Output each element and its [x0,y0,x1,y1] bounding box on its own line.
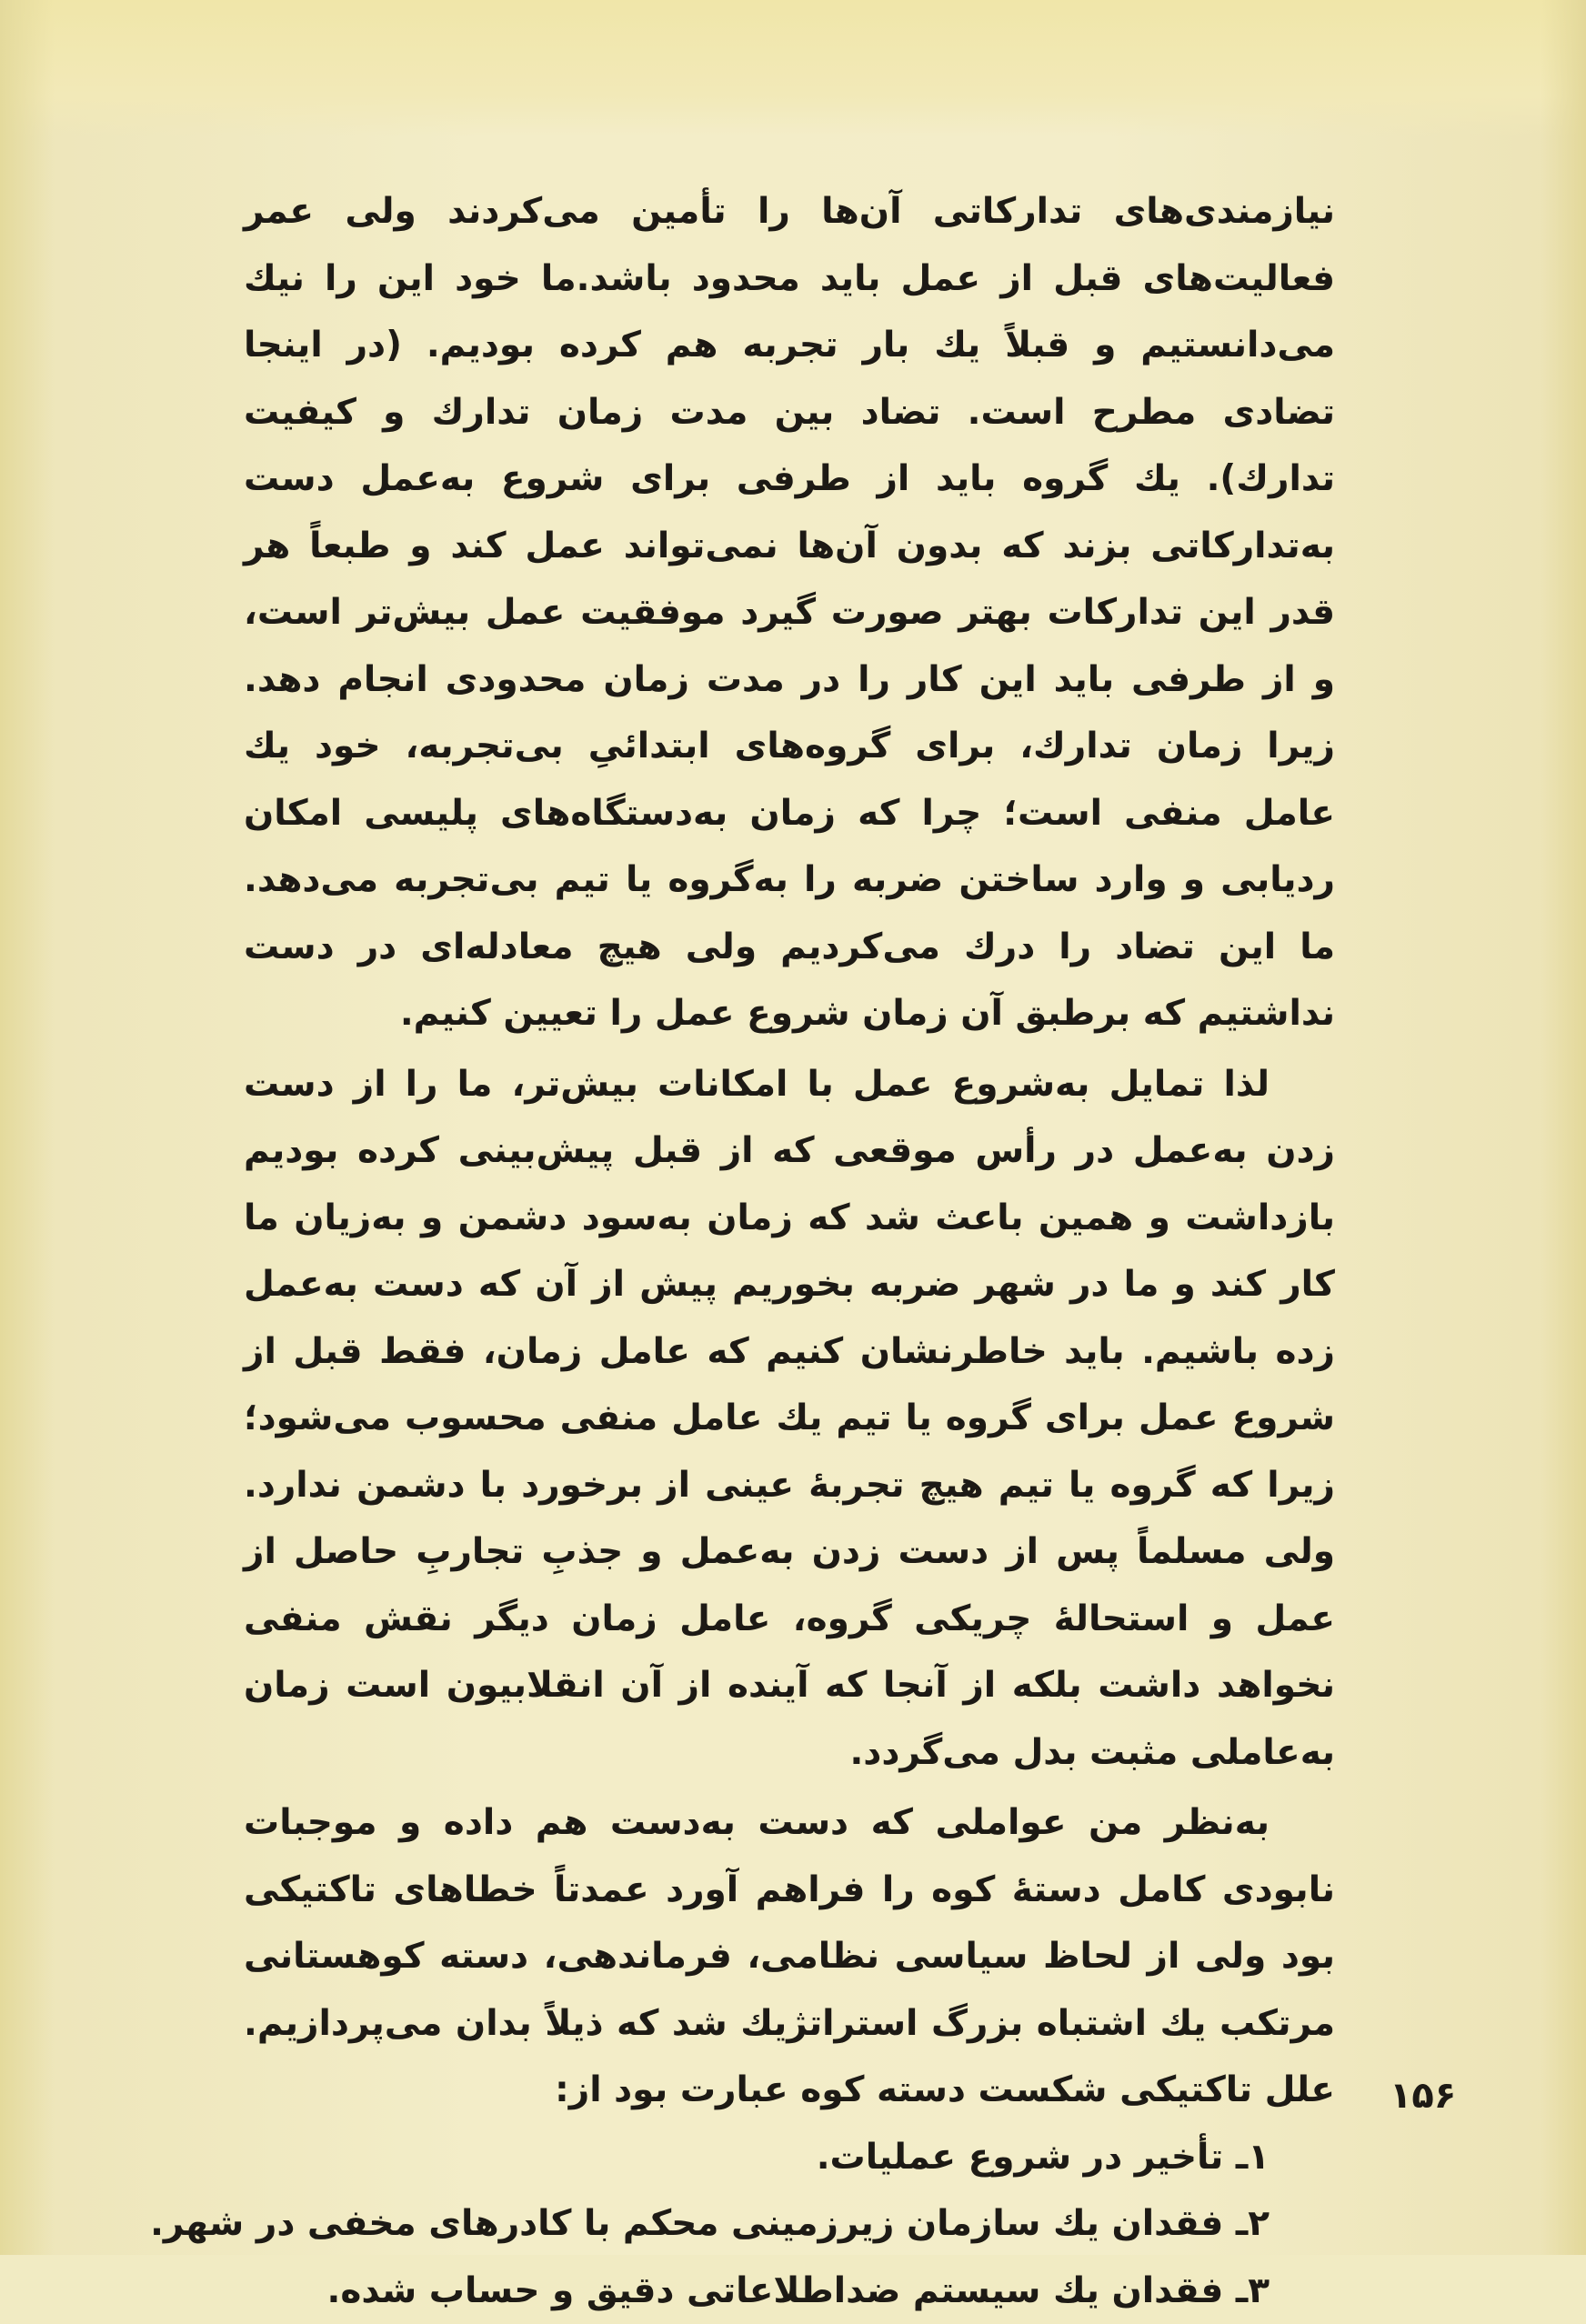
paragraph-3: به‌نظر من عواملی که دست به‌دست هم داده و موجبات نابودی کامل دستهٔ کوه را فراهم آورد عمدتاً خطاهای تاکتیکی بود ولی از لحاظ سیاسی نظامی، فرماندهی، دسته کوهستانی مرتکب یك اشتباه بزرگ استراتژیك شد که ذیلاً بدان می‌پردازیم. علل تاکتیکی شکست دسته کوه عبارت بود از: [244,1789,1335,2124]
page-body [244,178,1335,2324]
page-top-edge [0,0,1586,136]
list-item: ۱ـ تأخیر در شروع عملیات. [244,2124,1270,2191]
tactical-causes-list [244,2124,1335,2324]
page-number: ۱۵۶ [1390,2075,1456,2117]
list-item: ۲ـ فقدان یك سازمان زیرزمینی محکم با کادرهای مخفی در شهر. [244,2190,1270,2258]
page-left-edge [0,0,55,2255]
page-right-edge [1541,0,1586,2255]
list-item: ۳ـ فقدان یك سیستم ضداطلاعاتی دقیق و حساب شده. [244,2258,1270,2324]
paragraph-2: لذا تمایل به‌شروع عمل با امکانات بیش‌تر، ما را از دست زدن به‌عمل در رأس موقعی که از قبل پیش‌بینی کرده بودیم بازداشت و همین باعث شد که زمان به‌سود دشمن و به‌زیان ما کار کند و ما در شهر ضربه بخوریم پیش از آن که دست به‌عمل زده باشیم. باید خاطرنشان کنیم که عامل زمان، فقط قبل از شروع عمل برای گروه یا تیم یك عامل منفی محسوب می‌شود؛ زیرا که گروه یا تیم هیچ تجربهٔ عینی از برخورد با دشمن ندارد. ولی مسلماً پس از دست زدن به‌عمل و جذبِ تجاربِ حاصل از عمل و استحالهٔ چریکی گروه، عامل زمان دیگر نقش منفی نخواهد داشت بلکه از آنجا که آینده از آن انقلابیون است زمان به‌عاملی مثبت بدل می‌گردد. [244,1051,1335,1787]
paragraph-1: نیازمندی‌های تدارکاتی آن‌ها را تأمین می‌کردند ولی عمر فعالیت‌های قبل از عمل باید محدود باشد.ما خود این را نیك می‌دانستیم و قبلاً یك بار تجربه هم کرده بودیم. (در اینجا تضادی مطرح است. تضاد بین مدت زمان تدارك و کیفیت تدارك). یك گروه باید از طرفی برای شروع به‌عمل دست به‌تدارکاتی بزند که بدون آن‌ها نمی‌تواند عمل کند و طبعاً هر قدر این تدارکات بهتر صورت گیرد موفقیت عمل بیش‌تر است، و از طرفی باید این کار را در مدت زمان محدودی انجام دهد. زیرا زمان تدارك، برای گروه‌های ابتدائیِ بی‌تجربه، خود یك عامل منفی است؛ چرا که زمان به‌دستگاه‌های پلیسی امکان ردیابی و وارد ساختن ضربه را به‌گروه یا تیم بی‌تجربه می‌دهد. ما این تضاد را درك می‌کردیم ولی هیچ معادله‌ای در دست نداشتیم که برطبق آن زمان شروع عمل را تعیین کنیم. [244,178,1335,1047]
